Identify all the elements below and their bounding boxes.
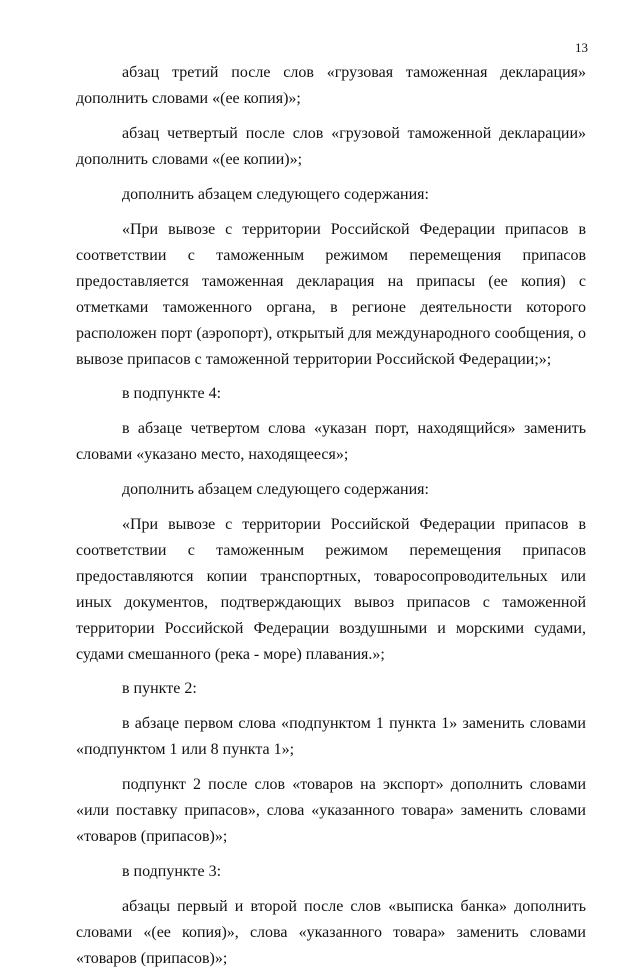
paragraph-5: в подпункте 4: (122, 385, 222, 402)
paragraph-3: дополнить абзацем следующего содержания: (122, 186, 429, 203)
paragraph-1: абзац третий после слов «грузовая таможенная декларация» дополнить словами «(ее копия)»; (76, 64, 586, 107)
paragraph-2: абзац четвертый после слов «грузовой таможенной декларации» дополнить словами «(ее копии)»; (76, 125, 586, 168)
paragraph-10: в абзаце первом слова «подпунктом 1 пункта 1» заменить словами «подпунктом 1 или 8 пункта 1»; (76, 715, 586, 758)
page-number: 13 (575, 40, 588, 55)
document-body (76, 60, 586, 972)
paragraph-8-quote: «При вывозе с территории Российской Федерации припасов в соответствии с таможенным режимом перемещения припасов предоставляются копии транспортных, товаросопроводительных или иных документов, подтверждающих вывоз припасов с таможенной территории Российской Федерации воздушными и морскими судами, судами смешанного (река - море) плавания.»; (76, 516, 586, 663)
paragraph-7: дополнить абзацем следующего содержания: (122, 481, 429, 498)
paragraph-11: подпункт 2 после слов «товаров на экспорт» дополнить словами «или поставку припасов», слова «указанного товара» заменить словами «товаров (припасов)»; (76, 776, 586, 845)
paragraph-6: в абзаце четвертом слова «указан порт, находящийся» заменить словами «указано место, находящееся»; (76, 420, 586, 463)
paragraph-9: в пункте 2: (122, 680, 197, 697)
paragraph-13: абзацы первый и второй после слов «выписка банка» дополнить словами «(ее копия)», слова «указанного товара» заменить словами «товаров (припасов)»; (76, 898, 586, 967)
paragraph-4-quote: «При вывозе с территории Российской Федерации припасов в соответствии с таможенным режимом перемещения припасов предоставляется таможенная декларация на припасы (ее копия) с отметками таможенного органа, в регионе деятельности которого расположен порт (аэропорт), открытый для международного сообщения, о вывозе припасов с таможенной территории Российской Федерации;»; (76, 221, 586, 368)
paragraph-12: в подпункте 3: (122, 863, 222, 880)
